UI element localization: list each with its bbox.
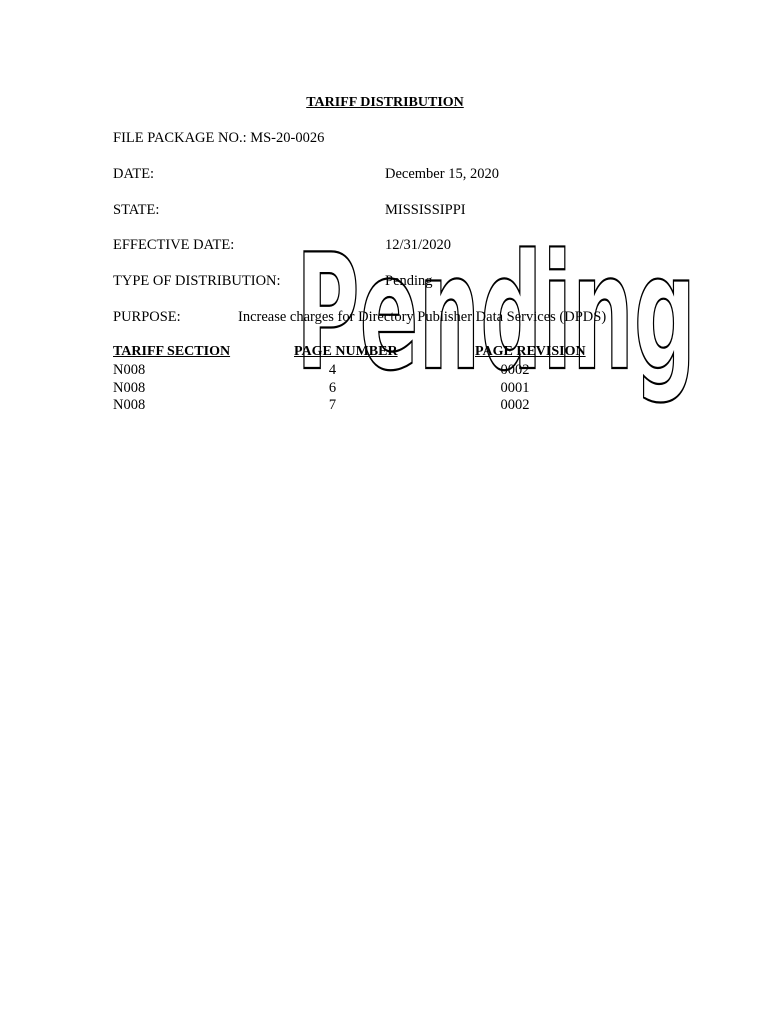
purpose-value: Increase charges for Directory Publisher Data Services (DPDS) bbox=[238, 309, 607, 325]
effective-date-label: EFFECTIVE DATE: bbox=[113, 237, 235, 253]
effective-date-value: 12/31/2020 bbox=[385, 237, 452, 253]
page-number-cell: 7 bbox=[328, 397, 337, 413]
file-package-number: FILE PACKAGE NO.: MS-20-0026 bbox=[113, 130, 325, 146]
tariff-section-cell: N008 bbox=[113, 380, 146, 396]
page-revision-cell: 0001 bbox=[500, 380, 530, 396]
state-label: STATE: bbox=[113, 202, 160, 218]
watermark-text: Pending bbox=[296, 219, 696, 406]
column-header-tariff-section: TARIFF SECTION bbox=[113, 344, 231, 359]
page-number-cell: 6 bbox=[328, 380, 337, 396]
column-header-page-revision: PAGE REVISION bbox=[475, 344, 586, 359]
tariff-section-cell: N008 bbox=[113, 362, 146, 378]
date-label: DATE: bbox=[113, 166, 155, 182]
date-value: December 15, 2020 bbox=[385, 166, 499, 182]
page-revision-cell: 0002 bbox=[500, 362, 530, 378]
document-title: TARIFF DISTRIBUTION bbox=[306, 95, 464, 110]
column-header-page-number: PAGE NUMBER bbox=[294, 344, 398, 359]
purpose-label: PURPOSE: bbox=[113, 309, 181, 325]
state-value: MISSISSIPPI bbox=[385, 202, 466, 218]
page-number-cell: 4 bbox=[328, 362, 337, 378]
distribution-type-label: TYPE OF DISTRIBUTION: bbox=[113, 273, 281, 289]
page-revision-cell: 0002 bbox=[500, 397, 530, 413]
distribution-type-value: Pending bbox=[385, 273, 433, 289]
tariff-section-cell: N008 bbox=[113, 397, 146, 413]
